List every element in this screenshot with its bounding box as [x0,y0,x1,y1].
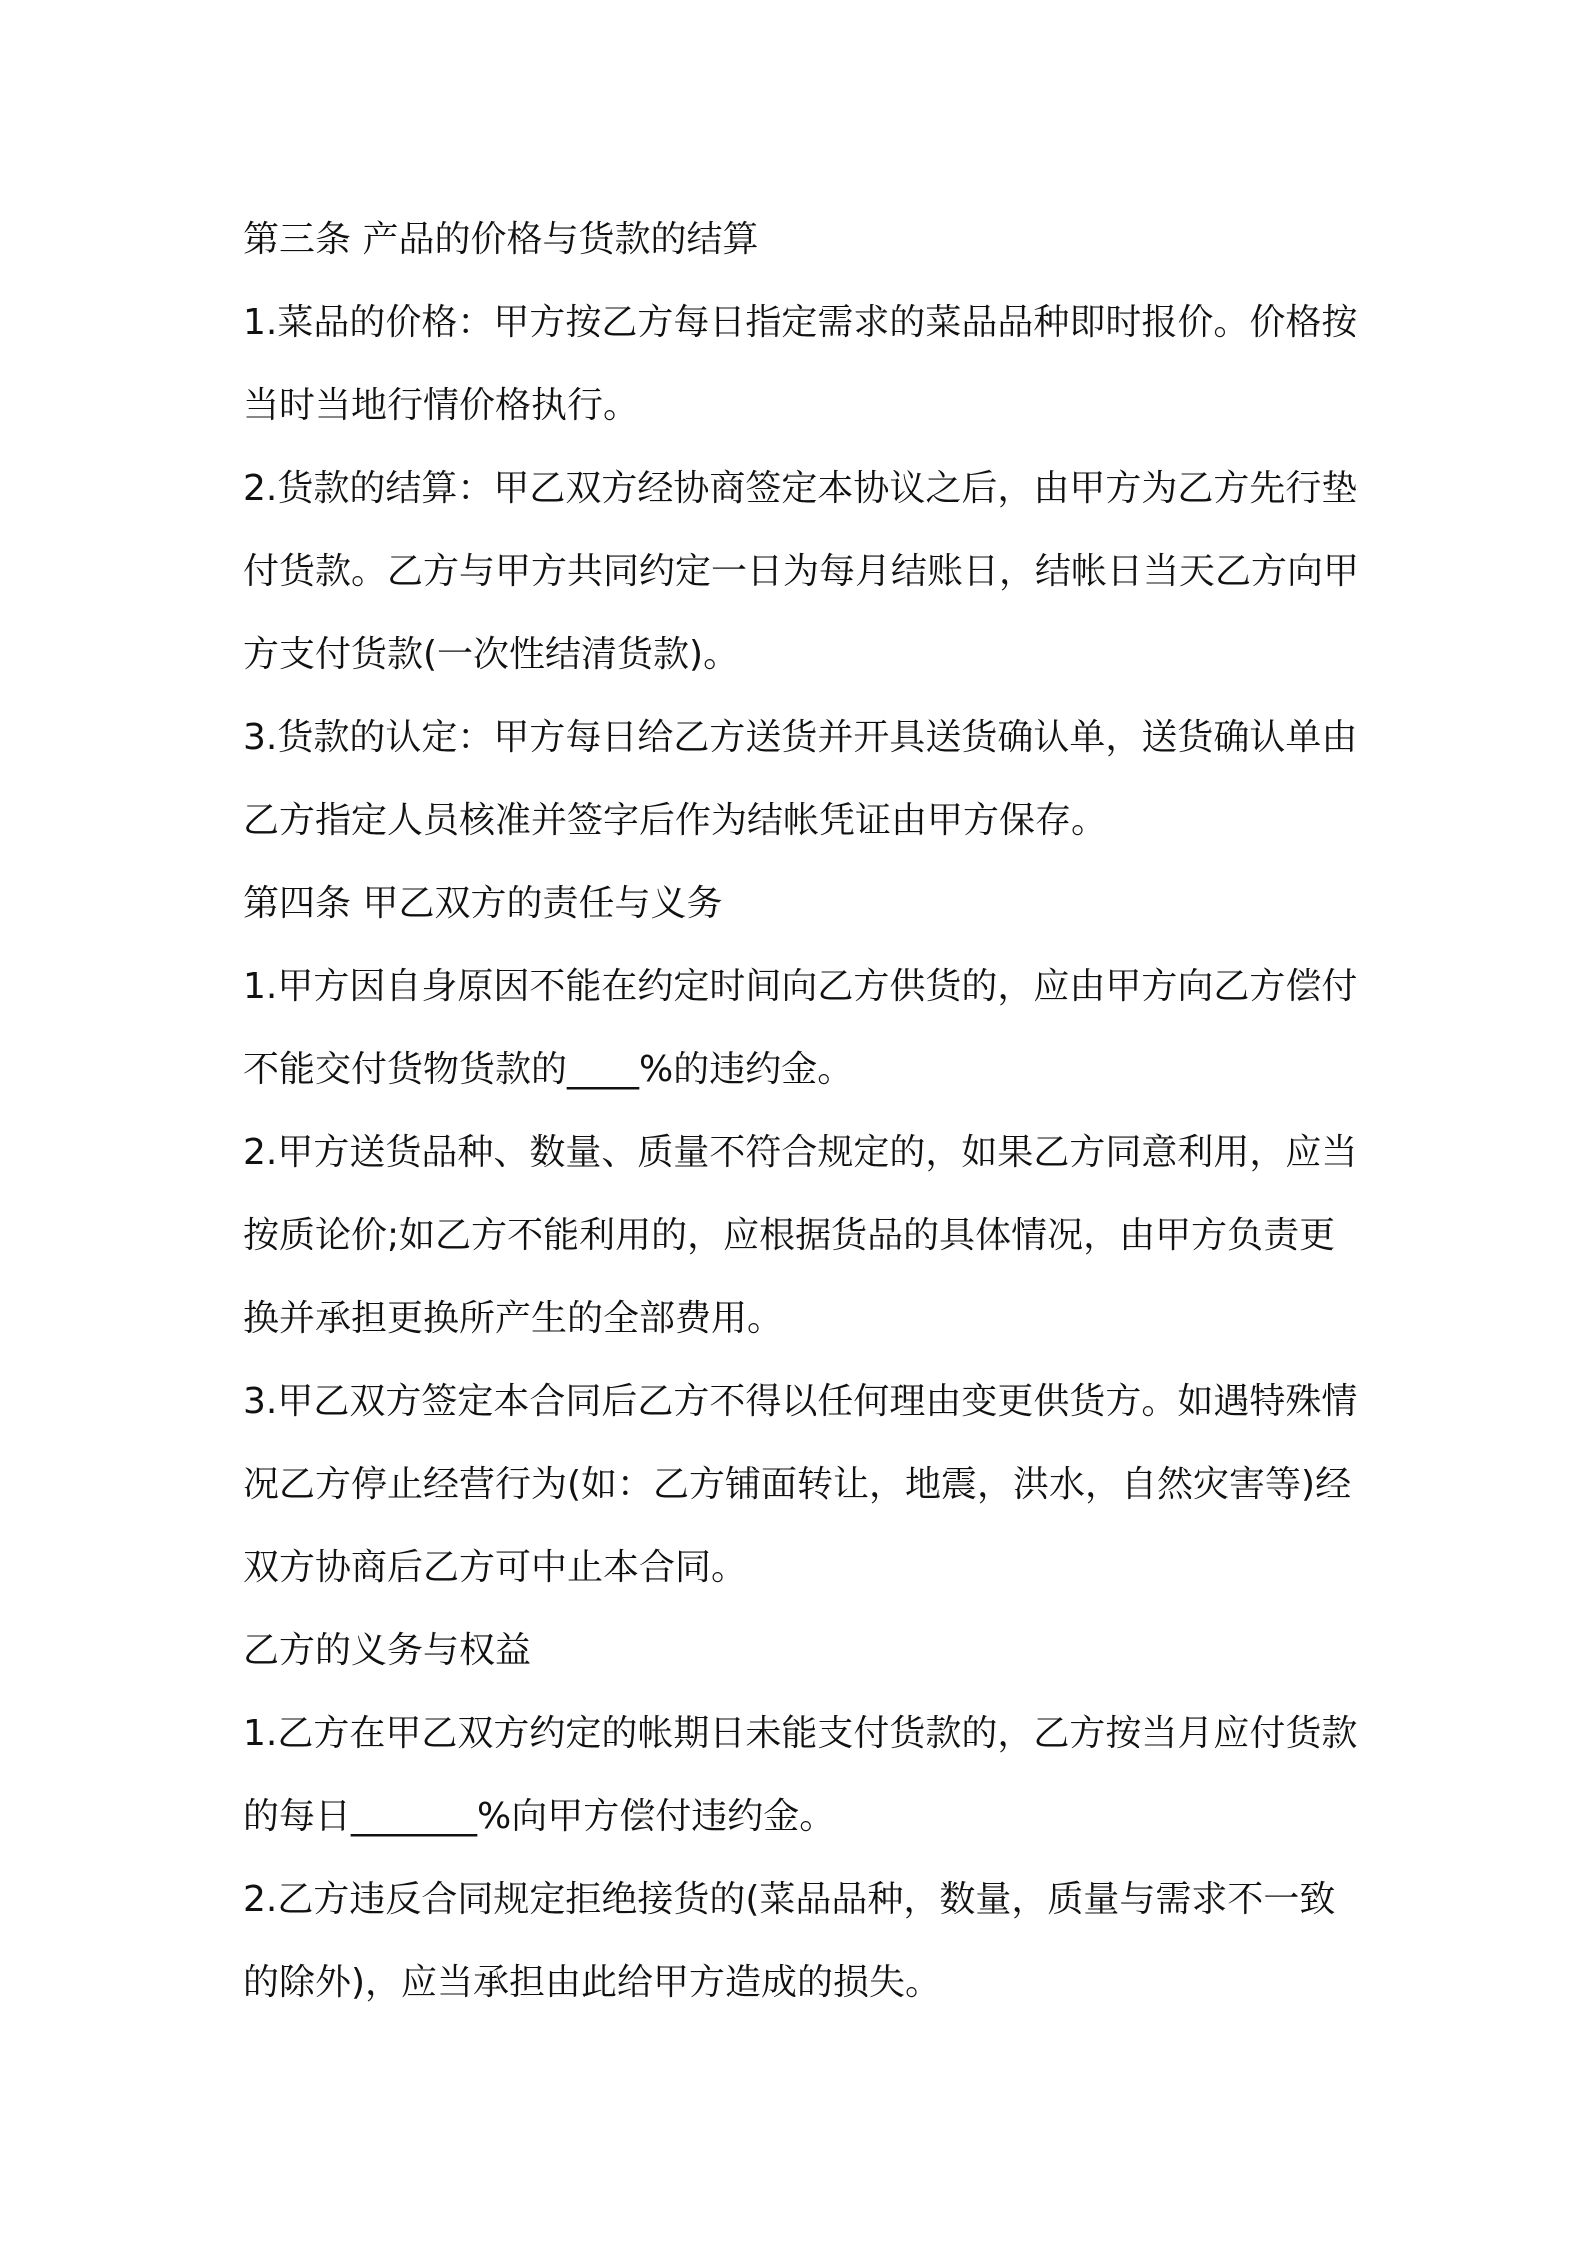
document-body [243,198,1363,2024]
section-heading: 乙方的义务与权益 [243,1630,532,1671]
paragraph: 2.乙方违反合同规定拒绝接货的(菜品品种，数量，质量与需求不一致的除外)，应当承担由此给甲方造成的损失。 [243,1879,1336,2003]
paragraph: 2.货款的结算：甲乙双方经协商签定本协议之后，由甲方为乙方先行垫付货款。乙方与甲方共同约定一日为每月结账日，结帐日当天乙方向甲方支付货款(一次性结清货款)。 [243,468,1360,675]
section-heading: 第三条 产品的价格与货款的结算 [243,219,759,260]
paragraph: 3.货款的认定：甲方每日给乙方送货并开具送货确认单，送货确认单由乙方指定人员核准并签字后作为结帐凭证由甲方保存。 [243,717,1358,841]
paragraph: 1.乙方在甲乙双方约定的帐期日未能支付货款的，乙方按当月应付货款的每日_______%向甲方偿付违约金。 [243,1713,1358,1837]
section-heading: 第四条 甲乙双方的责任与义务 [243,883,723,924]
paragraph: 2.甲方送货品种、数量、质量不符合规定的，如果乙方同意利用，应当按质论价;如乙方不能利用的，应根据货品的具体情况，由甲方负责更换并承担更换所产生的全部费用。 [243,1132,1358,1339]
paragraph: 1.菜品的价格：甲方按乙方每日指定需求的菜品品种即时报价。价格按当时当地行情价格执行。 [243,302,1358,426]
paragraph: 3.甲乙双方签定本合同后乙方不得以任何理由变更供货方。如遇特殊情况乙方停止经营行为(如：乙方铺面转让，地震，洪水，自然灾害等)经双方协商后乙方可中止本合同。 [243,1381,1358,1588]
paragraph: 1.甲方因自身原因不能在约定时间向乙方供货的，应由甲方向乙方偿付不能交付货物货款的____%的违约金。 [243,966,1358,1090]
